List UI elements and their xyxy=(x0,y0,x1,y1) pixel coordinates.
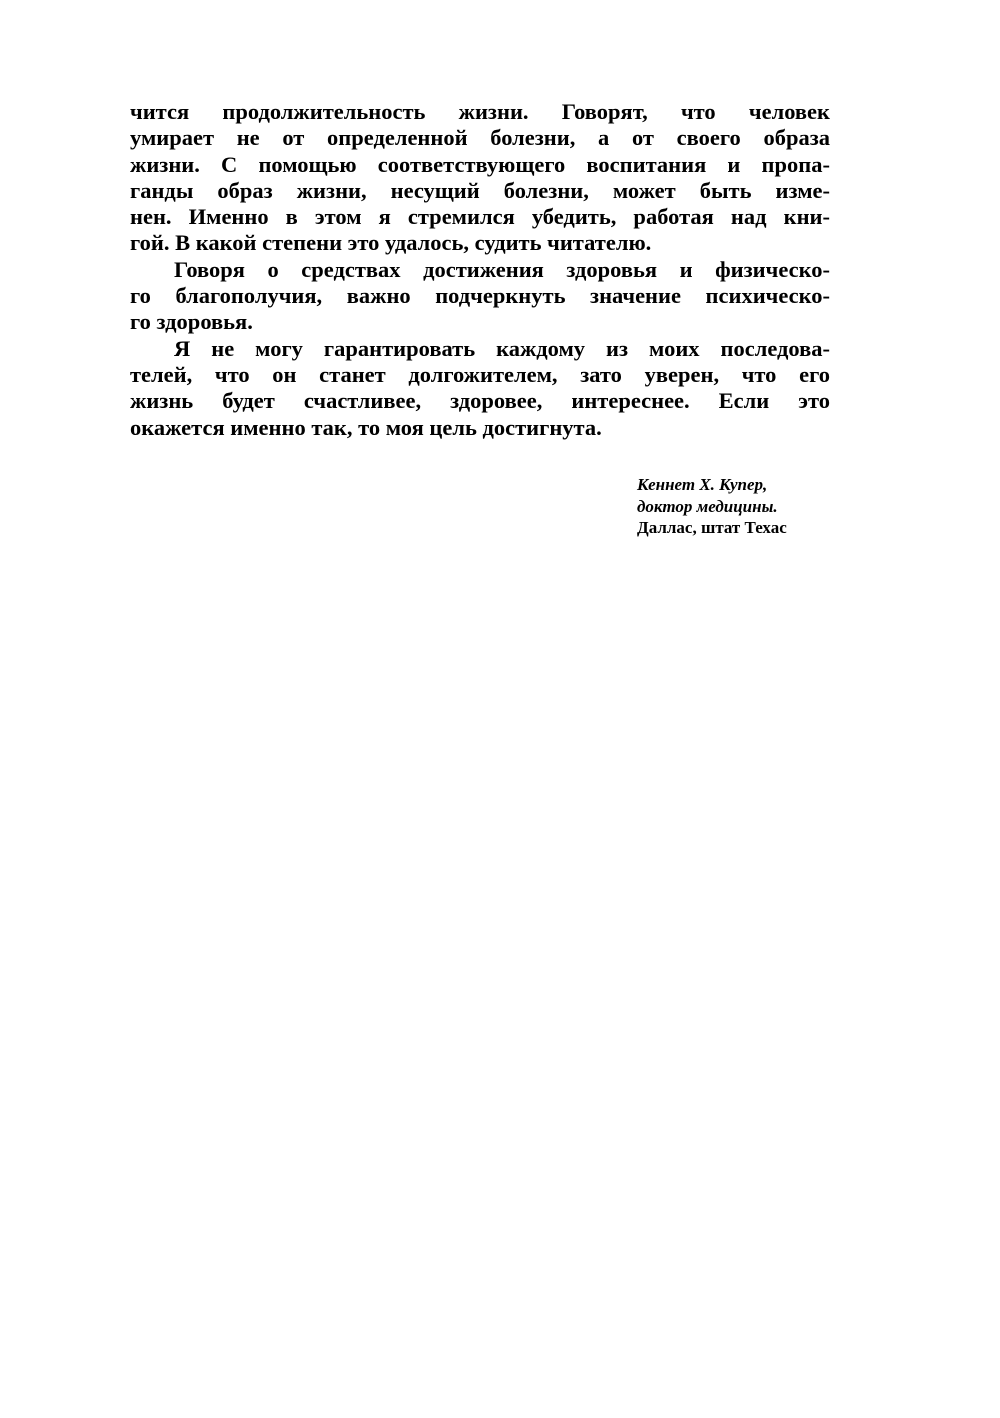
body-text xyxy=(130,99,830,441)
text-line: Я не могу гарантировать каждому из моих последова- xyxy=(174,335,830,361)
author-location: Даллас, штат Техас xyxy=(637,518,787,537)
text-line: нен. Именно в этом я стремился убедить, работая над кни- xyxy=(130,204,830,230)
paragraph-1 xyxy=(130,99,830,257)
text-line: Говоря о средствах достижения здоровья и физическо- xyxy=(174,256,830,282)
paragraph-2 xyxy=(130,257,830,336)
text-line: умирает не от определенной болезни, а от своего образа xyxy=(130,125,830,151)
paragraph-3 xyxy=(130,336,830,441)
author-title: доктор медицины. xyxy=(637,496,778,516)
text-line: го благополучия, важно подчеркнуть значение психическо- xyxy=(130,283,830,309)
text-line: ганды образ жизни, несущий болезни, может быть изме- xyxy=(130,177,830,203)
text-line: гой. В какой степени это удалось, судить читателю. xyxy=(130,230,652,256)
author-name: Кеннет X. Купер, xyxy=(637,475,768,494)
text-line: го здоровья. xyxy=(130,309,253,335)
text-line: жизнь будет счастливее, здоровее, интереснее. Если это xyxy=(130,388,830,414)
text-line: телей, что он станет долгожителем, зато уверен, что его xyxy=(130,361,830,387)
text-line: окажется именно так, то моя цель достигнута. xyxy=(130,414,602,440)
text-line: чится продолжительность жизни. Говорят, что человек xyxy=(130,99,830,124)
text-line: жизни. С помощью соответствующего воспитания и пропа- xyxy=(130,151,830,177)
author-signature xyxy=(637,474,830,539)
